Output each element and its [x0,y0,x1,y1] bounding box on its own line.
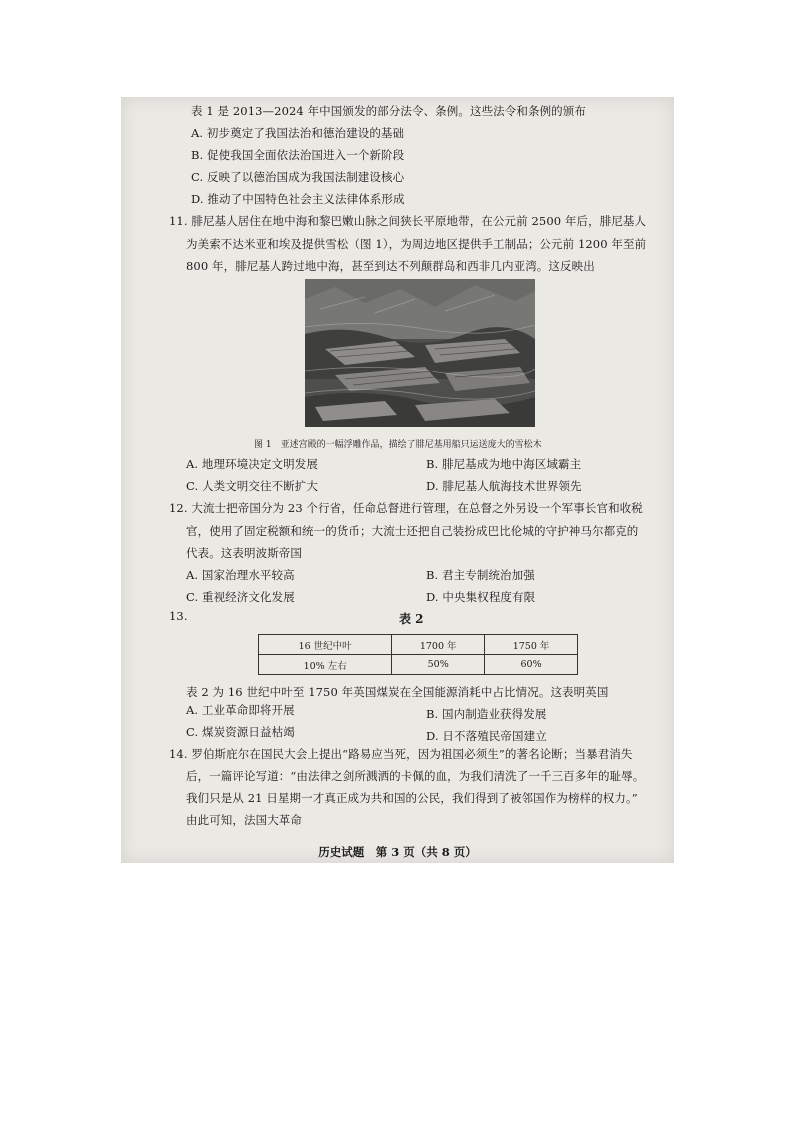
q11-text-line1: 11. 腓尼基人居住在地中海和黎巴嫩山脉之间狭长平原地带，在公元前 2500 年后，腓尼基人 [169,214,647,228]
q13-option-b: B. 国内制造业获得发展 [426,707,547,721]
q11-option-a: A. 地理环境决定文明发展 [186,457,318,471]
q12-text-line1: 12. 大流士把帝国分为 23 个行省，任命总督进行管理，在总督之外另设一个军事长官和收税 [169,501,643,515]
q11-text-line3: 800 年，腓尼基人跨过地中海，甚至到达不列颠群岛和西非几内亚湾。这反映出 [186,259,595,273]
table-header-cell: 1750 年 [485,635,578,655]
q13-stem: 表 2 为 16 世纪中叶至 1750 年英国煤炭在全国能源消耗中占比情况。这表明英国 [186,685,609,699]
q10-option-a: A. 初步奠定了我国法治和德治建设的基础 [191,126,405,140]
q12-option-c: C. 重视经济文化发展 [186,590,295,604]
table-row [259,655,578,675]
q10-option-b: B. 促使我国全面依法治国进入一个新阶段 [191,148,405,162]
q12-text-line2: 官，使用了固定税额和统一的货币；大流士还把自己装扮成巴比伦城的守护神马尔都克的 [186,524,639,538]
q11-option-d: D. 腓尼基人航海技术世界领先 [426,479,582,493]
table-row [259,635,578,655]
table-2-title: 表 2 [399,612,424,626]
q10-option-d: D. 推动了中国特色社会主义法律体系形成 [191,192,405,206]
q14-text-line3: 我们只是从 21 日星期一才真正成为共和国的公民，我们得到了被邻国作为榜样的权力。” [186,791,638,805]
q11-text-line2: 为美索不达米亚和埃及提供雪松（图 1），为周边地区提供手工制品；公元前 1200 年至前 [186,237,647,251]
q13-option-c: C. 煤炭资源日益枯竭 [186,725,295,739]
exam-page [121,97,674,863]
q14-text-line1: 14. 罗伯斯庇尔在国民大会上提出“路易应当死，因为祖国必须生”的著名论断；当暴君消失 [169,747,633,761]
q10-option-c: C. 反映了以德治国成为我国法制建设核心 [191,170,405,184]
page-footer: 历史试题 第 3 页（共 8 页） [318,845,477,859]
table-cell: 50% [392,655,485,675]
table-header-cell: 16 世纪中叶 [259,635,392,655]
table-2 [258,634,578,675]
q14-text-line4: 由此可知，法国大革命 [186,813,302,827]
q13-option-d: D. 日不落殖民帝国建立 [426,729,547,743]
table-cell: 10% 左右 [259,655,392,675]
q12-option-d: D. 中央集权程度有限 [426,590,536,604]
q12-option-b: B. 君主专制统治加强 [426,568,535,582]
q12-option-a: A. 国家治理水平较高 [186,568,295,582]
q13-option-a: A. 工业革命即将开展 [186,703,295,717]
table-header-cell: 1700 年 [392,635,485,655]
q14-text-line2: 后，一篇评论写道：“由法律之剑所溅洒的卡佩的血，为我们清洗了一千三百多年的耻辱。 [186,769,645,783]
assyrian-relief-image [305,279,535,427]
table-cell: 60% [485,655,578,675]
figure-1-caption: 图 1 亚述宫殿的一幅浮雕作品，描绘了腓尼基用船只运送庞大的雪松木 [254,440,542,450]
q11-option-b: B. 腓尼基成为地中海区域霸主 [426,457,582,471]
q10-stem: 表 1 是 2013—2024 年中国颁发的部分法令、条例。这些法令和条例的颁布 [191,104,586,118]
q12-text-line3: 代表。这表明波斯帝国 [186,546,302,560]
q13-number: 13. [169,609,188,623]
q11-option-c: C. 人类文明交往不断扩大 [186,479,318,493]
